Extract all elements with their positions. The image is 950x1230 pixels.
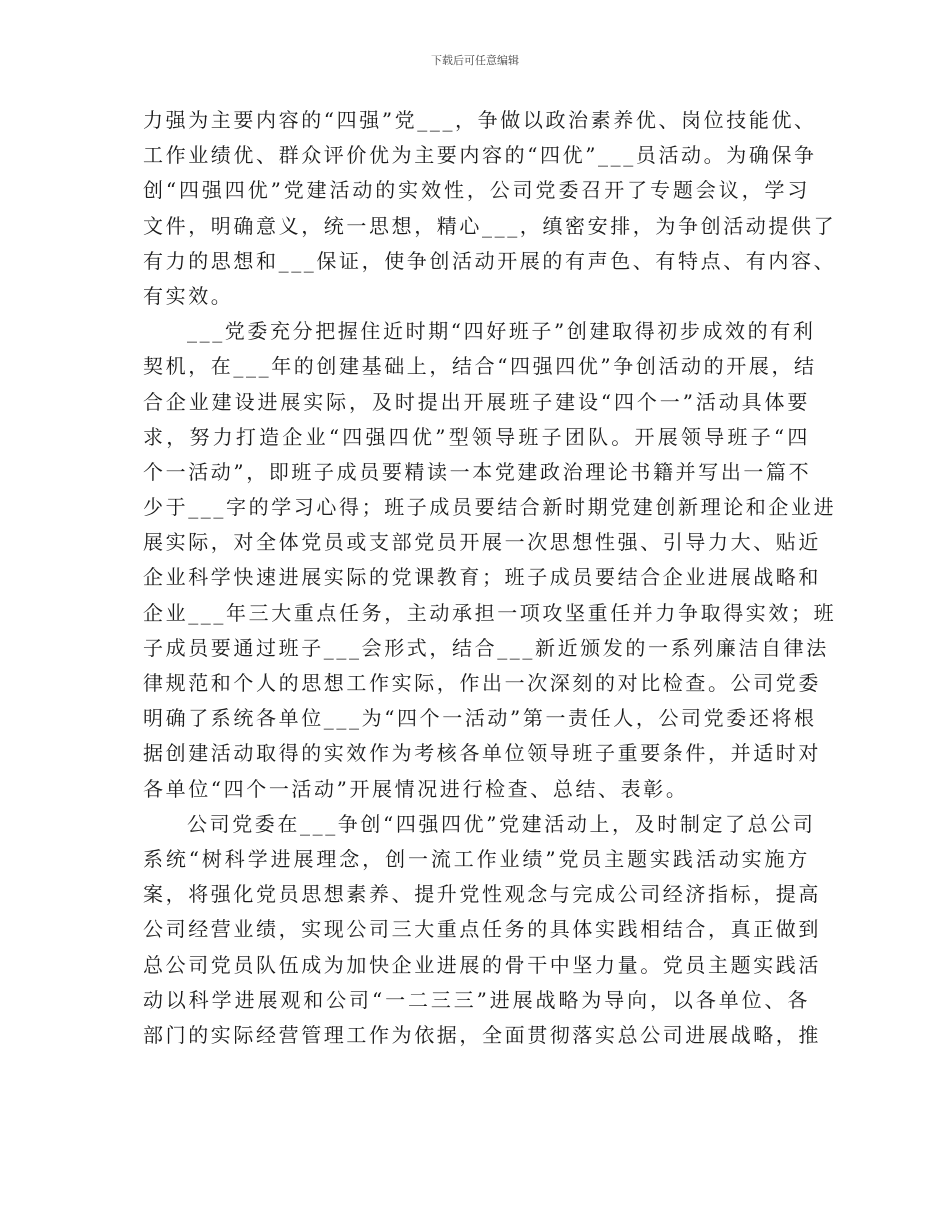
page-header: 下载后可任意编辑: [431, 54, 519, 67]
text-line: 律规范和个人的思想工作实际，作出一次深刻的对比检查。公司党委: [143, 671, 821, 695]
text-line: 公司经营业绩，实现公司三大重点任务的具体实践相结合，真正做到: [143, 917, 821, 942]
text-line: 文件，明确意义，统一思想，精心___，缜密安排，为争创活动提供了: [143, 213, 837, 238]
text-line: 部门的实际经营管理工作为依据，全面贯彻落实总公司进展战略，推: [143, 1022, 821, 1047]
text-line: 案，将强化党员思想素养、提升党性观念与完成公司经济指标，提高: [143, 882, 821, 907]
text-line: 力强为主要内容的“四强”党___，争做以政治素养优、岗位技能优、: [143, 108, 817, 132]
document-body: [143, 103, 837, 1053]
text-line: 各单位“四个一活动”开展情况进行检查、总结、表彰。: [143, 776, 689, 801]
text-line: 创“四强四优”党建活动的实效性，公司党委召开了专题会议，学习: [143, 178, 810, 203]
text-line: 系统“树科学进展理念，创一流工作业绩”党员主题实践活动实施方: [143, 846, 810, 871]
text-line: 动以科学进展观和公司“一二三三”进展战略为导向，以各单位、各: [143, 987, 810, 1012]
text-line: 企业科学快速进展实际的党课教育；班子成员要结合企业进展战略和: [143, 565, 821, 590]
text-line: ___党委充分把握住近时期“四好班子”创建取得初步成效的有利: [187, 319, 816, 344]
paragraph-3: [143, 807, 821, 1053]
text-line: 总公司党员队伍成为加快企业进展的骨干中坚力量。党员主题实践活: [143, 952, 821, 977]
text-line: 明确了系统各单位___为“四个一活动”第一责任人，公司党委还将根: [143, 706, 817, 731]
text-line: 子成员要通过班子___会形式，结合___新近颁发的一系列廉洁自律法: [143, 635, 829, 660]
text-line: 公司党委在___争创“四强四优”党建活动上，及时制定了总公司: [187, 811, 816, 836]
text-line: 契机，在___年的创建基础上，结合“四强四优”争创活动的开展，结: [143, 354, 817, 379]
paragraph-1: [143, 103, 837, 314]
text-line: 有力的思想和___保证，使争创活动开展的有声色、有特点、有内容、: [143, 248, 837, 273]
text-line: 企业___年三大重点任务，主动承担一项攻坚重任并力争取得实效；班: [143, 600, 837, 625]
text-line: 个一活动”，即班子成员要精读一本党建政治理论书籍并写出一篇不: [143, 459, 812, 484]
text-line: 求，努力打造企业“四强四优”型领导班子团队。开展领导班子“四: [143, 424, 810, 449]
text-line: 展实际，对全体党员或支部党员开展一次思想性强、引导力大、贴近: [143, 530, 821, 555]
text-line: 据创建活动取得的实效作为考核各单位领导班子重要条件，并适时对: [143, 741, 821, 766]
text-line: 少于___字的学习心得；班子成员要结合新时期党建创新理论和企业进: [143, 495, 837, 520]
paragraph-2: [143, 314, 837, 807]
text-line: 合企业建设进展实际，及时提出开展班子建设“四个一”活动具体要: [143, 389, 810, 414]
text-line: 有实效。: [143, 283, 234, 308]
text-line: 工作业绩优、群众评价优为主要内容的“四优”___员活动。为确保争: [143, 143, 817, 168]
